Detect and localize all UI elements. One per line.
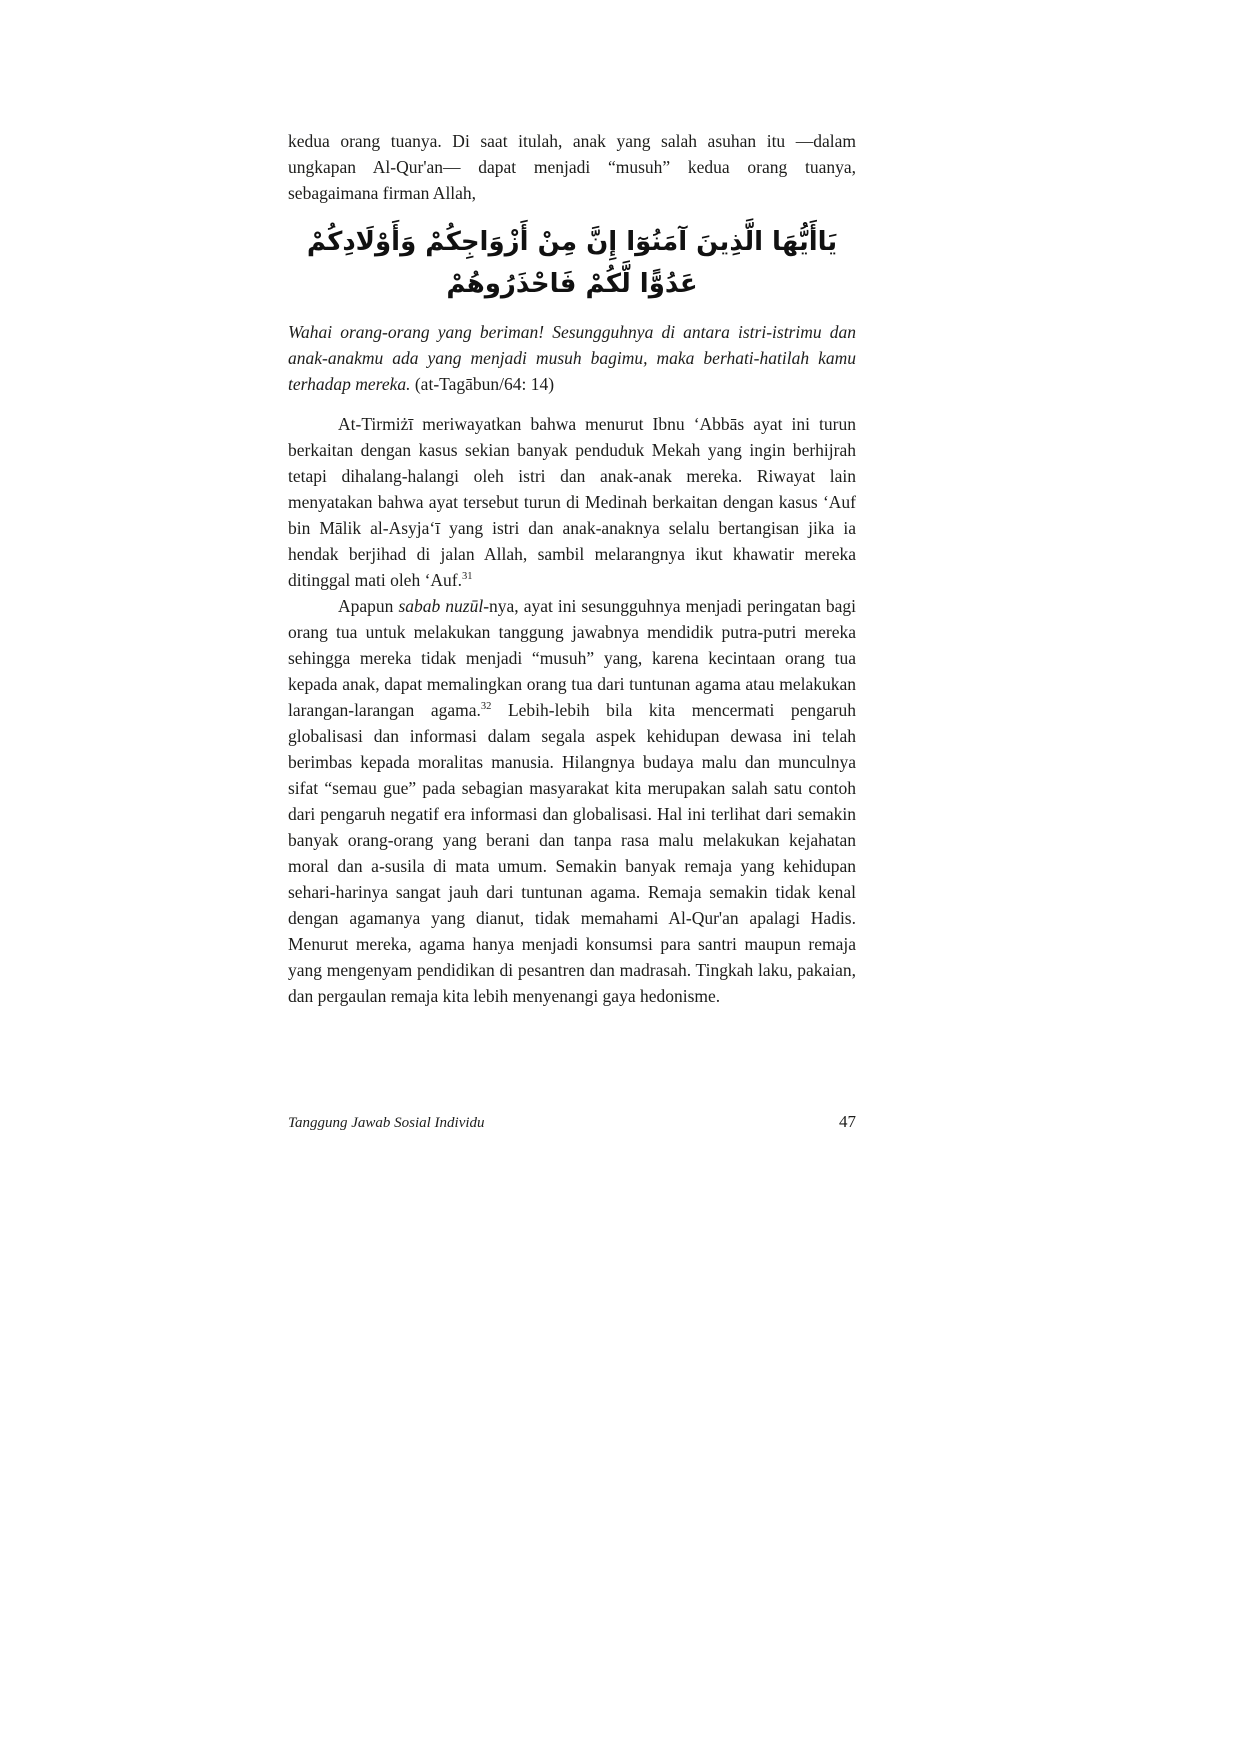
verse-translation	[288, 319, 856, 397]
paragraph-tirmizi-text: At-Tirmiżī meriwayatkan bahwa menurut Ibnu ‘Abbās ayat ini turun berkaitan dengan kasus sekian banyak penduduk Mekah yang ingin berhijrah tetapi dihalang-halangi oleh istri dan anak-anak mereka. Riwayat lain menyatakan bahwa ayat tersebut turun di Medinah berkaitan dengan kasus ‘Auf bin Mālik al-Asyja‘ī yang istri dan anak-anaknya selalu bertangisan jika ia hendak berjihad di jalan Allah, sambil melarangnya ikut khawatir mereka ditinggal mati oleh ‘Auf.	[288, 414, 856, 591]
running-title: Tanggung Jawab Sosial Individu	[288, 1115, 485, 1131]
paragraph-sabab-italic-term: sabab nuzūl	[398, 596, 484, 617]
verse-citation: (at-Tagābun/64: 14)	[410, 374, 555, 395]
footnote-ref-32: 32	[480, 701, 492, 713]
paragraph-sabab-nuzul	[288, 593, 856, 1009]
paragraph-tirmizi	[288, 411, 856, 593]
footnote-ref-31: 31	[462, 571, 473, 583]
verse-translation-text: Wahai orang-orang yang beriman! Sesungguhnya di antara istri-istrimu dan anak-anakmu ada yang menjadi musuh bagimu, maka berhati-hatilah kamu terhadap mereka.	[288, 322, 856, 395]
quran-verse-arabic	[288, 222, 856, 305]
paragraph-sabab-seg2: -nya, ayat ini sesungguhnya menjadi peringatan bagi orang tua untuk melakukan tanggung jawabnya mendidik putra-putri mereka sehingga mereka tidak menjadi “musuh” yang, karena kecintaan orang tua kepada anak, dapat memalingkan orang tua dari tuntunan agama atau melakukan larangan-larangan agama.	[288, 596, 856, 721]
paragraph-sabab-seg3: Lebih-lebih bila kita mencermati pengaruh globalisasi dan informasi dalam segala aspek kehidupan dewasa ini telah berimbas kepada moralitas manusia. Hilangnya budaya malu dan munculnya sifat “semau gue” pada sebagian masyarakat kita merupakan salah satu contoh dari pengaruh negatif era informasi dan globalisasi. Hal ini terlihat dari semakin banyak orang-orang yang berani dan tanpa rasa malu melakukan kejahatan moral dan a-susila di mata umum. Semakin banyak remaja yang kehidupan sehari-harinya sangat jauh dari tuntunan agama. Remaja semakin tidak kenal dengan agamanya yang dianut, tidak memahami Al-Qur'an apalagi Hadis. Menurut mereka, agama hanya menjadi konsumsi para santri maupun remaja yang mengenyam pendidikan di pesantren dan madrasah. Tingkah laku, pakaian, dan pergaulan remaja kita lebih menyenangi gaya hedonisme.	[288, 700, 856, 1007]
page-number: 47	[839, 1112, 856, 1131]
paragraph-intro	[288, 128, 856, 206]
paragraph-sabab-seg1: Apapun	[338, 596, 399, 617]
paragraph-intro-text: kedua orang tuanya. Di saat itulah, anak yang salah asuhan itu —dalam ungkapan Al-Qur'an— dapat menjadi “musuh” kedua orang tuanya, sebagaimana firman Allah,	[288, 131, 856, 203]
page-footer	[288, 1112, 856, 1132]
quran-verse-arabic-text: يَاأَيُّهَا الَّذِينَ آمَنُوٓا إِنَّ مِنْ أَزْوَاجِكُمْ وَأَوْلَادِكُمْ عَدُوًّا لَّكُمْ فَاحْذَرُوهُمْ	[306, 227, 838, 299]
page-body-text	[288, 128, 856, 1009]
